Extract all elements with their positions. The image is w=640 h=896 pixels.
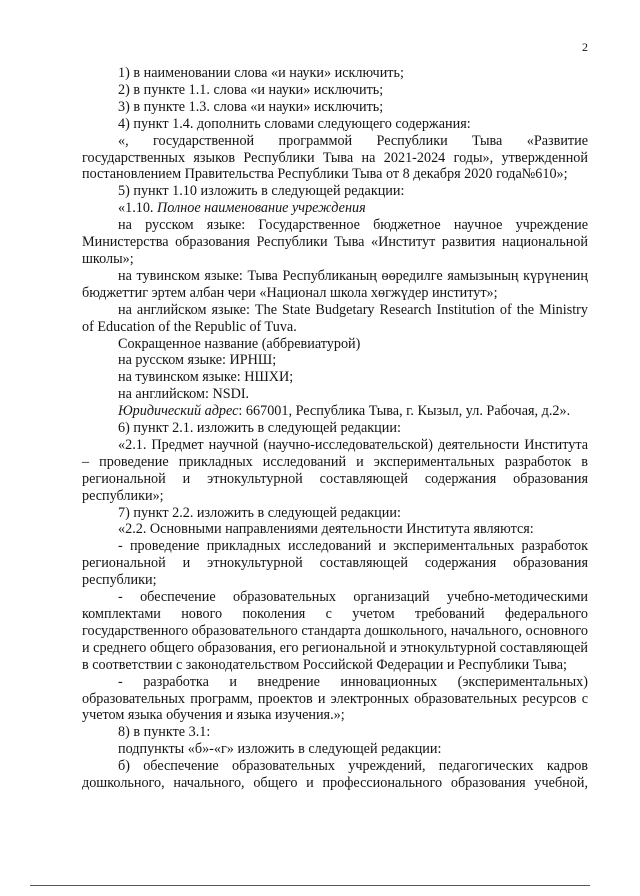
paragraph: - проведение прикладных исследований и экспериментальных разработок региональной и этнокультурной составляющей содержания образования республики; xyxy=(82,538,588,589)
paragraph xyxy=(82,200,588,217)
paragraph: 5) пункт 1.10 изложить в следующей редакции: xyxy=(118,183,405,200)
page-number: 2 xyxy=(582,40,588,54)
paragraph: «2.1. Предмет научной (научно-исследовательской) деятельности Института – проведение прикладных исследований и экспериментальных разработок в региональной и этнокультурной составляющей содержания образования республики»; xyxy=(82,436,588,504)
document-body xyxy=(82,65,588,792)
paragraph: 3) в пункте 1.3. слова «и науки» исключить; xyxy=(118,98,384,115)
paragraph: «, государственной программой Республики Тыва «Развитие государственных языков Республики Тыва на 2021-2024 годы», утвержденной постановлением Правительства Республики Тыва от 8 декабря 2020 года№610»; xyxy=(82,132,588,183)
paragraph: на русском языке: Государственное бюджетное научное учреждение Министерства образования Республики Тыва «Институт развития национальной школы»; xyxy=(82,217,588,267)
paragraph: - обеспечение образовательных организаций учебно-методическими комплектами нового поколения с учетом требований федерального государственного образовательного стандарта дошкольного, начального, основного и среднего общего образования, его региональной и этнокультурной составляющей в соответствии с законодательством Российской Федерации и Республики Тыва; xyxy=(82,589,588,673)
paragraph: - разработка и внедрение инновационных (экспериментальных) образовательных программ, проектов и электронных образовательных ресурсов с учетом языка обучения и языка изучения.»; xyxy=(82,673,588,724)
text-run: : 667001, Республика Тыва, г. Кызыл, ул. Рабочая, д.2». xyxy=(238,403,571,420)
paragraph: 8) в пункте 3.1: xyxy=(118,724,211,741)
paragraph: на тувинском языке: Тыва Республиканың өөредилге яамызының күрүнениң бюджеттиг эртем албан чери «Национал школа хөгжүдер институт»; xyxy=(82,267,588,301)
paragraph: на английском: NSDI. xyxy=(118,386,250,403)
paragraph: на английском языке: The State Budgetary Research Institution of the Ministry of Education of the Republic of Tuva. xyxy=(82,301,588,335)
paragraph: 6) пункт 2.1. изложить в следующей редакции: xyxy=(118,420,401,437)
paragraph: «2.2. Основными направлениями деятельности Института являются: xyxy=(118,521,534,538)
paragraph: 4) пункт 1.4. дополнить словами следующего содержания: xyxy=(118,115,471,132)
paragraph: подпункты «б»-«г» изложить в следующей редакции: xyxy=(118,741,442,758)
paragraph: 7) пункт 2.2. изложить в следующей редакции: xyxy=(118,504,401,521)
paragraph: Сокращенное название (аббревиатурой) xyxy=(118,335,361,352)
paragraph: на тувинском языке: НШХИ; xyxy=(118,369,294,386)
paragraph: на русском языке: ИРНШ; xyxy=(118,352,277,369)
paragraph: б) обеспечение образовательных учреждений, педагогических кадров дошкольного, начального, общего и профессионального образования учебной, xyxy=(82,758,588,792)
italic-text-run: Юридический адрес xyxy=(118,403,239,420)
footer-rule xyxy=(30,885,590,886)
paragraph xyxy=(82,403,588,420)
paragraph: 2) в пункте 1.1. слова «и науки» исключить; xyxy=(118,81,384,98)
paragraph: 1) в наименовании слова «и науки» исключить; xyxy=(118,65,404,81)
italic-text-run: Полное наименование учреждения xyxy=(157,200,366,217)
text-run: «1.10. xyxy=(118,200,158,217)
